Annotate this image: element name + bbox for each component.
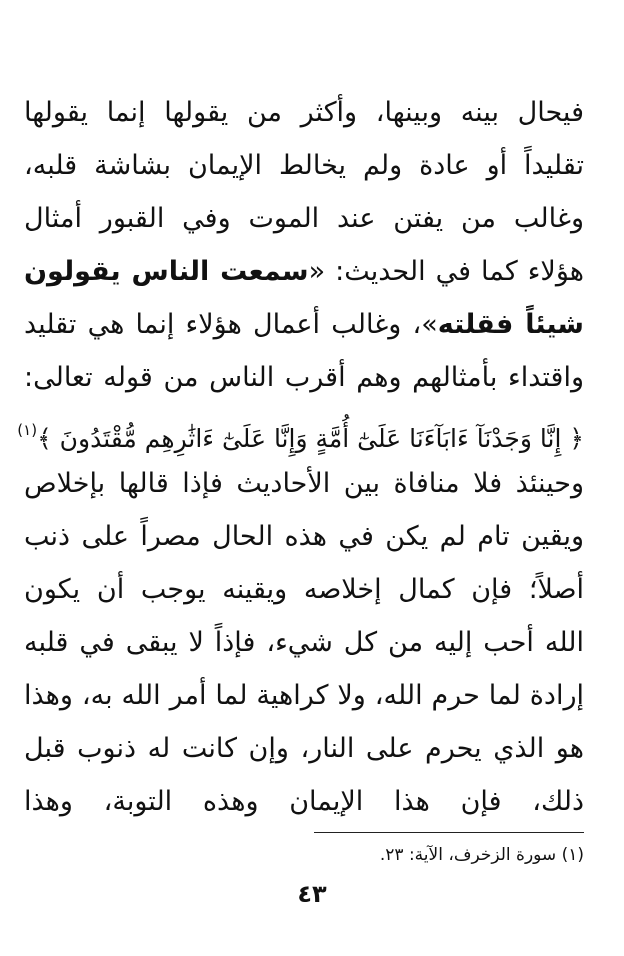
- text-line-1: فيحال بينه وبينها، وأكثر من يقولها إنما يقولها: [24, 97, 584, 128]
- footnote-marker: (١): [17, 421, 38, 439]
- hadith-quote-part-2: شيئاً فقلته: [437, 309, 584, 340]
- text-line-13: هو الذي يحرم على النار، وإن كانت له ذنوب قبل: [24, 733, 584, 764]
- text-line-9: ويقين تام لم يكن في هذه الحال مصراً على ذنب: [24, 521, 584, 552]
- quran-verse: ﴿ إِنَّا وَجَدْنَآ ءَابَآءَنَا عَلَىٰٓ أُمَّةٍ وَإِنَّا عَلَىٰٓ ءَاثَٰرِهِم مُّقْتَدُونَ ﴾: [37, 424, 584, 453]
- text-line-4-lead: هؤلاء كما في الحديث: «: [308, 256, 585, 287]
- text-line-4: [24, 245, 584, 298]
- text-line-12: إرادة لما حرم الله، ولا كراهية لما أمر الله به، وهذا: [24, 680, 584, 711]
- body-text: [17, 86, 585, 828]
- text-line-8: وحينئذ فلا منافاة بين الأحاديث فإذا قالها بإخلاص: [24, 468, 584, 499]
- text-line-5-rest: »، وغالب أعمال هؤلاء إنما هي تقليد: [24, 309, 438, 340]
- footnote: (١) سورة الزخرف، الآية: ٢٣.: [379, 845, 584, 865]
- quran-verse-line: [17, 404, 584, 457]
- text-line-5: [24, 298, 584, 351]
- footnote-divider: [314, 832, 584, 833]
- text-line-2: تقليداً أو عادة ولم يخالط الإيمان بشاشة قلبه،: [24, 150, 584, 181]
- text-line-11: الله أحب إليه من كل شيء، فإذاً لا يبقى في قلبه: [24, 627, 584, 658]
- hadith-quote-part-1: سمعت الناس يقولون: [24, 256, 309, 287]
- text-line-3: وغالب من يفتن عند الموت وفي القبور أمثال: [24, 203, 584, 234]
- text-line-10: أصلاً؛ فإن كمال إخلاصه ويقينه يوجب أن يكون: [24, 574, 584, 605]
- page-number: ٤٣: [297, 880, 327, 908]
- text-line-6: واقتداء بأمثالهم وهم أقرب الناس من قوله تعالى:: [24, 362, 584, 393]
- text-line-14: ذلك، فإن هذا الإيمان وهذه التوبة، وهذا: [24, 786, 584, 817]
